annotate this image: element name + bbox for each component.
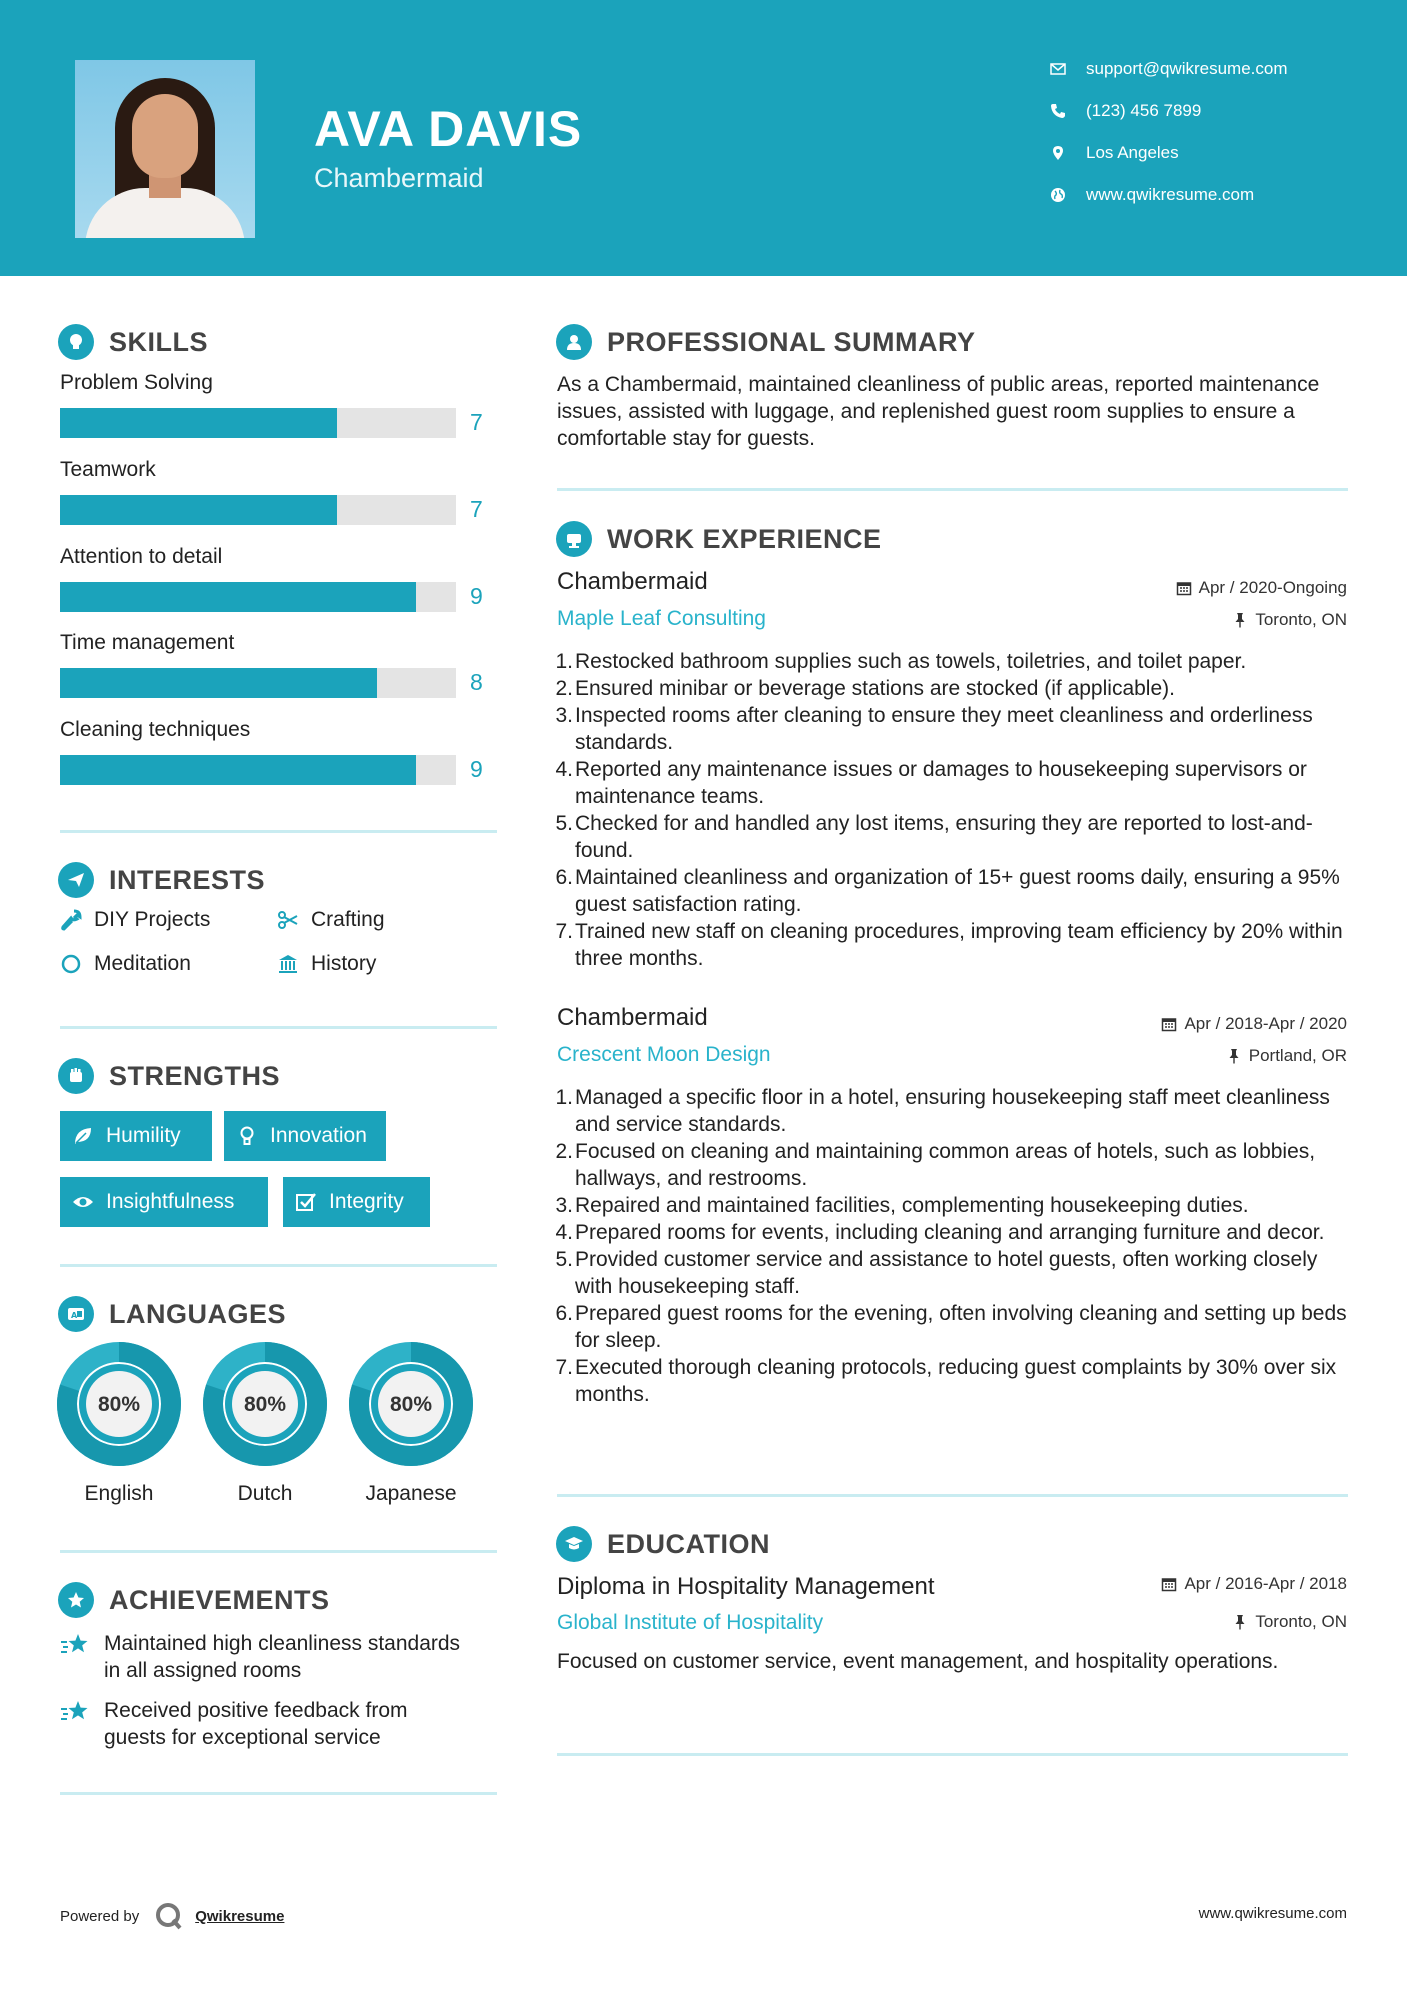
language-name: Japanese xyxy=(365,1482,457,1505)
job-location-text: Portland, OR xyxy=(1248,1046,1347,1065)
strength-label: Innovation xyxy=(270,1124,367,1147)
skill-bar xyxy=(60,755,456,785)
duty-item: Reported any maintenance issues or damages to housekeeping supervisors or maintenance teams. xyxy=(575,758,1307,808)
job-dates xyxy=(1161,1014,1347,1034)
language-name: Dutch xyxy=(237,1482,293,1505)
skills-section-header xyxy=(58,324,208,360)
duty-item: Managed a specific floor in a hotel, ensuring housekeeping staff meet cleanliness and service standards. xyxy=(575,1086,1330,1136)
user-icon xyxy=(556,324,592,360)
map-marker-icon xyxy=(1050,145,1086,161)
experience-heading: WORK EXPERIENCE xyxy=(607,523,882,554)
eye-icon xyxy=(72,1191,94,1213)
strength-label: Insightfulness xyxy=(106,1190,235,1213)
job-duties-list xyxy=(575,648,1355,972)
skill-bar-fill xyxy=(60,755,416,785)
duty-item: Inspected rooms after cleaning to ensure they meet cleanliness and orderliness standards. xyxy=(575,704,1313,754)
interest-item xyxy=(277,908,385,932)
skill-label: Attention to detail xyxy=(60,545,223,568)
candidate-name: AVA DAVIS xyxy=(314,101,583,157)
star-badge-icon xyxy=(58,1582,94,1618)
section-divider xyxy=(60,830,497,833)
contact-email[interactable] xyxy=(1050,56,1380,82)
scissors-icon xyxy=(277,909,299,931)
graduate-icon xyxy=(556,1526,592,1562)
section-divider xyxy=(60,1792,497,1795)
star-icon xyxy=(60,1699,92,1727)
languages-heading: LANGUAGES xyxy=(109,1298,287,1329)
envelope-icon xyxy=(1050,61,1086,77)
pushpin-icon xyxy=(1232,1614,1248,1630)
section-divider xyxy=(60,1026,497,1029)
section-divider xyxy=(557,1753,1348,1756)
job-dates xyxy=(1176,578,1347,598)
achievements-heading: ACHIEVEMENTS xyxy=(109,1584,330,1615)
section-divider xyxy=(60,1550,497,1553)
language-percent: 80% xyxy=(97,1393,141,1416)
achievement-text: Received positive feedback from guests for exceptional service xyxy=(104,1699,408,1749)
experience-section-header xyxy=(556,521,882,557)
school-name[interactable]: Global Institute of Hospitality xyxy=(557,1611,824,1634)
interest-item xyxy=(60,952,191,976)
skill-label: Cleaning techniques xyxy=(60,718,251,741)
lightbulb-icon xyxy=(236,1125,258,1147)
duty-item: Executed thorough cleaning protocols, reducing guest complaints by 30% over six months. xyxy=(575,1356,1337,1406)
language-name: English xyxy=(84,1482,154,1505)
wrench-icon xyxy=(60,909,82,931)
skill-bar-fill xyxy=(60,495,337,525)
duty-item: Checked for and handled any lost items, ensuring they are reported to lost-and-found. xyxy=(575,812,1313,862)
contact-location xyxy=(1050,140,1380,166)
leaf-icon xyxy=(72,1125,94,1147)
education-heading: EDUCATION xyxy=(607,1528,770,1559)
section-divider xyxy=(557,1494,1348,1497)
skill-value: 7 xyxy=(470,496,483,522)
language-donut xyxy=(203,1342,327,1466)
strengths-heading: STRENGTHS xyxy=(109,1060,281,1091)
resume-header xyxy=(0,0,1407,276)
skill-label: Time management xyxy=(60,631,235,654)
job-location-text: Toronto, ON xyxy=(1255,610,1347,629)
check-square-icon xyxy=(295,1191,317,1213)
job-title: Chambermaid xyxy=(557,1004,708,1031)
duty-item: Prepared guest rooms for the evening, often involving cleaning and setting up beds for sleep. xyxy=(575,1302,1347,1352)
section-divider xyxy=(557,488,1348,491)
skill-bar-fill xyxy=(60,582,416,612)
education-location-text: Toronto, ON xyxy=(1255,1612,1347,1631)
fist-icon xyxy=(58,1058,94,1094)
contact-location-text: Los Angeles xyxy=(1086,143,1179,162)
job-location xyxy=(1226,1046,1347,1066)
duty-item: Ensured minibar or beverage stations are stocked (if applicable). xyxy=(575,677,1175,700)
interest-label: DIY Projects xyxy=(94,908,211,931)
duty-item: Repaired and maintained facilities, complementing housekeeping duties. xyxy=(575,1194,1249,1217)
job-location xyxy=(1232,610,1347,630)
interest-label: Meditation xyxy=(94,952,191,975)
interest-item xyxy=(60,908,210,932)
achievement-text: Maintained high cleanliness standards in all assigned rooms xyxy=(104,1632,461,1682)
strength-chip xyxy=(60,1177,268,1227)
skill-label: Teamwork xyxy=(60,458,156,481)
calendar-icon xyxy=(1176,580,1192,596)
contact-website[interactable] xyxy=(1050,182,1380,208)
duty-item: Trained new staff on cleaning procedures, improving team efficiency by 20% within three months. xyxy=(575,920,1343,970)
interest-label: Crafting xyxy=(311,908,385,931)
skill-bar-fill xyxy=(60,668,377,698)
phone-icon xyxy=(1050,103,1086,119)
profile-photo xyxy=(75,60,255,238)
skill-bar-fill xyxy=(60,408,337,438)
interests-heading: INTERESTS xyxy=(109,864,266,895)
contact-email-text: support@qwikresume.com xyxy=(1086,59,1288,78)
paper-plane-icon xyxy=(58,862,94,898)
language-donut xyxy=(349,1342,473,1466)
pushpin-icon xyxy=(1232,612,1248,628)
language-percent: 80% xyxy=(243,1393,287,1416)
job-dates-text: Apr / 2020-Ongoing xyxy=(1198,578,1347,597)
education-dates-text: Apr / 2016-Apr / 2018 xyxy=(1184,1574,1347,1593)
qwikresume-logo-icon xyxy=(153,1900,185,1932)
strength-label: Integrity xyxy=(329,1190,404,1213)
job-duties-list xyxy=(575,1084,1355,1408)
skill-value: 7 xyxy=(470,409,483,435)
summary-section-header xyxy=(556,324,976,360)
skill-bar xyxy=(60,582,456,612)
language-icon xyxy=(58,1296,94,1332)
language-item xyxy=(203,1342,327,1505)
duty-item: Provided customer service and assistance to hotel guests, often working closely with housekeeping staff. xyxy=(575,1248,1318,1298)
language-percent: 80% xyxy=(389,1393,433,1416)
briefcase-icon xyxy=(556,521,592,557)
circle-icon xyxy=(60,953,82,975)
language-item xyxy=(349,1342,473,1505)
calendar-icon xyxy=(1161,1016,1177,1032)
skills-heading: SKILLS xyxy=(109,326,209,357)
candidate-title: Chambermaid xyxy=(314,163,484,193)
star-icon xyxy=(60,1632,92,1660)
strength-chip xyxy=(60,1111,212,1161)
languages-section-header xyxy=(58,1296,286,1332)
summary-text: As a Chambermaid, maintained cleanliness of public areas, reported maintenance issues, assisted with luggage, and replenished guest room supplies to ensure a comfortable stay for guests. xyxy=(557,373,1320,450)
calendar-icon xyxy=(1161,1576,1177,1592)
duty-item: Maintained cleanliness and organization of 15+ guest rooms daily, ensuring a 95% guest satisfaction rating. xyxy=(575,866,1340,916)
bank-icon xyxy=(277,953,299,975)
footer-website[interactable]: www.qwikresume.com xyxy=(1198,1905,1347,1922)
degree-title: Diploma in Hospitality Management xyxy=(557,1573,935,1600)
education-section-header xyxy=(556,1526,770,1562)
job-dates-text: Apr / 2018-Apr / 2020 xyxy=(1184,1014,1347,1033)
contact-website-text: www.qwikresume.com xyxy=(1086,185,1255,204)
svg-text:A: A xyxy=(71,1311,78,1320)
lightbulb-icon xyxy=(58,324,94,360)
pushpin-icon xyxy=(1226,1048,1242,1064)
skill-bar xyxy=(60,668,456,698)
strength-chip xyxy=(283,1177,430,1227)
contact-phone-text: (123) 456 7899 xyxy=(1086,101,1202,120)
duty-item: Prepared rooms for events, including cleaning and arranging furniture and decor. xyxy=(575,1221,1325,1244)
achievement-item xyxy=(60,1630,464,1684)
powered-by-text: Powered by xyxy=(60,1907,140,1925)
company-name[interactable]: Crescent Moon Design xyxy=(557,1043,771,1066)
skill-bar xyxy=(60,495,456,525)
company-name[interactable]: Maple Leaf Consulting xyxy=(557,607,766,630)
education-dates xyxy=(1161,1574,1347,1594)
strengths-section-header xyxy=(58,1058,280,1094)
globe-icon xyxy=(1050,187,1086,203)
education-description: Focused on customer service, event management, and hospitality operations. xyxy=(557,1650,1279,1673)
achievements-section-header xyxy=(58,1582,330,1618)
interests-section-header xyxy=(58,862,265,898)
strength-label: Humility xyxy=(106,1124,181,1147)
interest-label: History xyxy=(311,952,377,975)
skill-value: 9 xyxy=(470,583,483,609)
brand-link[interactable]: Qwikresume xyxy=(195,1907,285,1925)
contact-phone[interactable] xyxy=(1050,98,1380,124)
education-location xyxy=(1232,1612,1347,1632)
strength-chip xyxy=(224,1111,386,1161)
interest-item xyxy=(277,952,376,976)
skill-label: Problem Solving xyxy=(60,371,213,394)
skill-value: 9 xyxy=(470,756,483,782)
skill-bar xyxy=(60,408,456,438)
skill-value: 8 xyxy=(470,669,483,695)
job-title: Chambermaid xyxy=(557,568,708,595)
duty-item: Focused on cleaning and maintaining common areas of hotels, such as lobbies, hallways, and restrooms. xyxy=(575,1140,1316,1190)
language-donut xyxy=(57,1342,181,1466)
summary-heading: PROFESSIONAL SUMMARY xyxy=(607,326,976,357)
duty-item: Restocked bathroom supplies such as towels, toiletries, and toilet paper. xyxy=(575,650,1247,673)
language-item xyxy=(57,1342,181,1505)
section-divider xyxy=(60,1264,497,1267)
footer-powered-by xyxy=(60,1900,284,1932)
achievement-item xyxy=(60,1697,464,1751)
